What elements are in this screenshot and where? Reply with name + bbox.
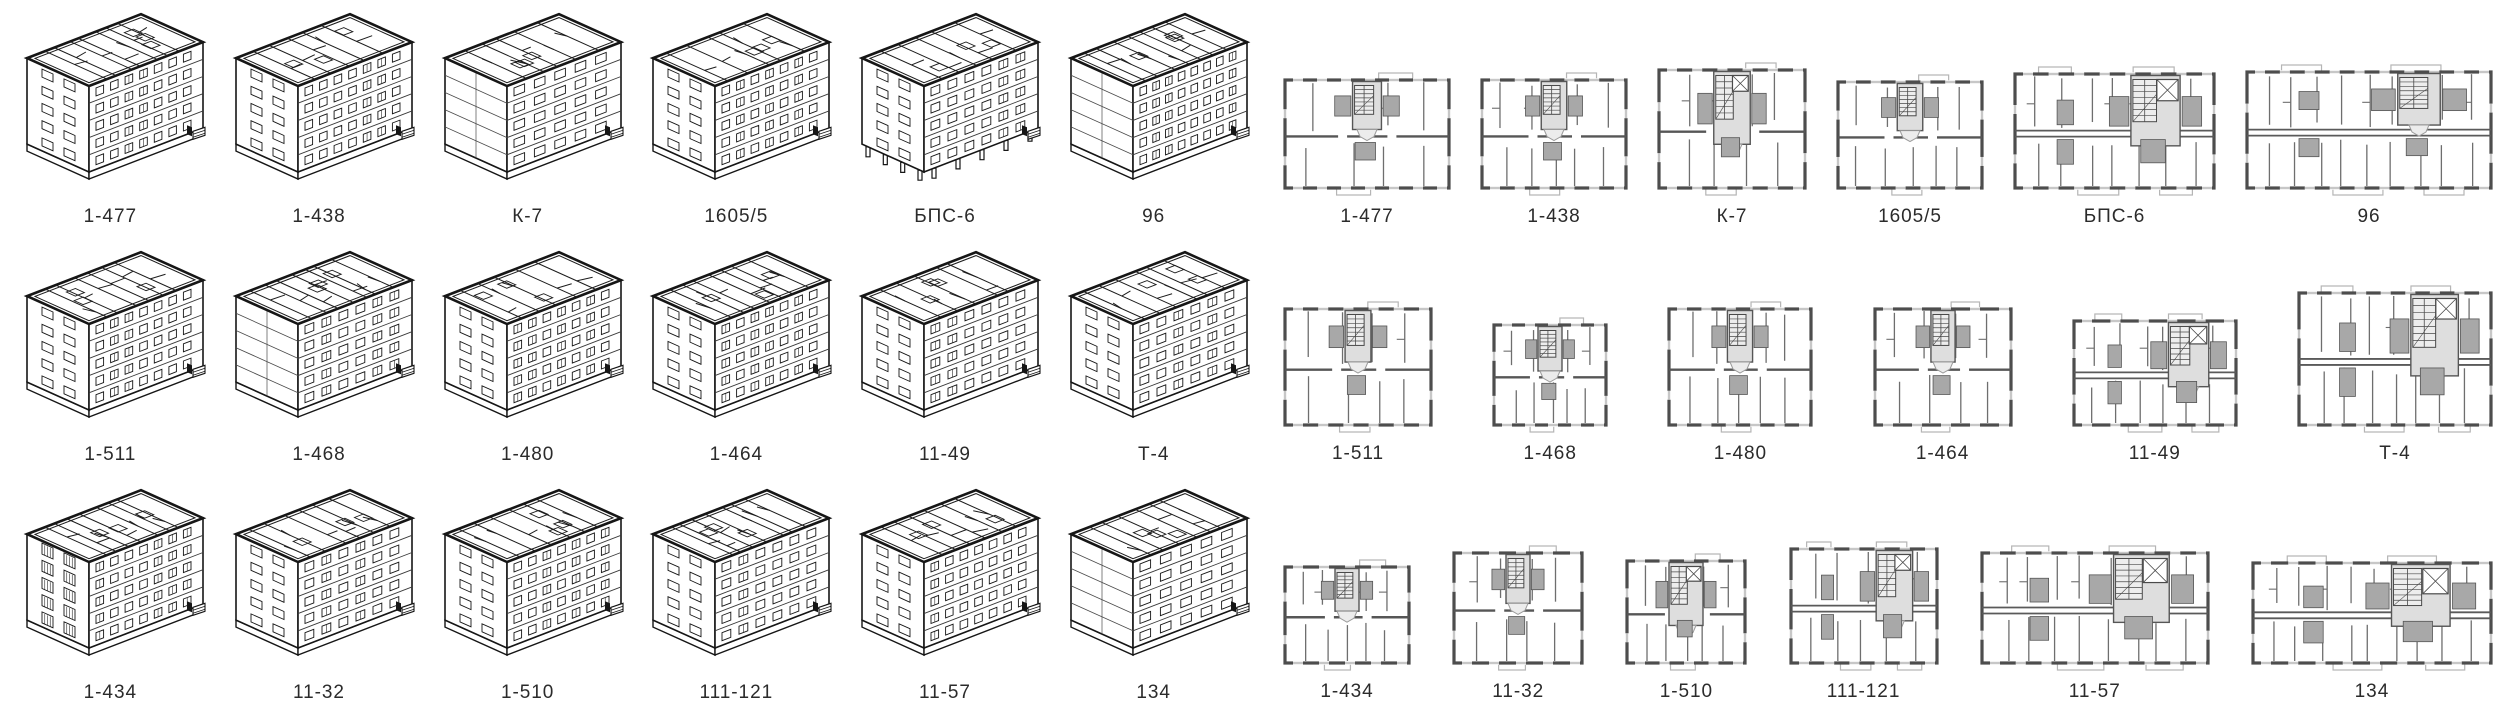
building-cutaway-drawing — [7, 0, 213, 196]
floor-plan-drawing — [1656, 62, 1808, 196]
building-cutaway-drawing — [7, 238, 213, 434]
floor-plans-row — [1282, 0, 2494, 238]
series-label: 11-57 — [2068, 681, 2121, 703]
series-label: 1-480 — [1713, 443, 1768, 465]
axonometric-item — [215, 0, 424, 238]
series-label: 11-49 — [919, 444, 971, 465]
floor-plan-drawing — [1624, 553, 1748, 671]
axonometric-item — [1049, 476, 1258, 714]
floor-plan-drawing — [1835, 74, 1985, 196]
axonometric-item — [632, 0, 841, 238]
series-label: 1-468 — [292, 444, 346, 465]
series-label: 1605/5 — [1878, 205, 1942, 227]
series-label: 134 — [2354, 681, 2390, 703]
floor-plans-row — [1282, 238, 2494, 476]
series-label: 1-434 — [83, 682, 137, 703]
series-label: 1-464 — [1915, 443, 1970, 465]
floor-plans-row — [1282, 475, 2494, 713]
series-label: 11-57 — [919, 682, 971, 703]
series-label: 11-49 — [2128, 443, 2181, 465]
floor-plan-item — [1282, 238, 1434, 476]
floor-plan-drawing — [1282, 72, 1452, 196]
floor-plan-item — [1282, 0, 1452, 238]
series-label: Т-4 — [1137, 444, 1170, 465]
building-cutaway-drawing — [1051, 476, 1257, 672]
series-label: К-7 — [512, 206, 544, 227]
series-label: 1-464 — [709, 444, 763, 465]
axonometric-panel — [6, 0, 1258, 713]
building-cutaway-drawing — [633, 238, 839, 434]
axonometric-item — [6, 0, 215, 238]
building-cutaway-drawing — [216, 0, 422, 196]
floor-plan-item — [2244, 0, 2494, 238]
axonometric-item — [841, 238, 1050, 476]
series-label: 111-121 — [699, 682, 774, 703]
floor-plan-item — [2012, 0, 2217, 238]
floor-plan-item — [2071, 238, 2239, 476]
series-label: 134 — [1136, 682, 1171, 703]
series-label: 1-510 — [1659, 681, 1714, 703]
building-cutaway-drawing — [216, 238, 422, 434]
series-label: К-7 — [1716, 205, 1748, 227]
series-label: 1-477 — [83, 206, 137, 227]
floor-plan-item — [1666, 238, 1814, 476]
axonometric-item — [632, 476, 841, 714]
building-cutaway-drawing — [842, 0, 1048, 196]
floor-plan-drawing — [2071, 313, 2239, 433]
series-label: 1-468 — [1523, 443, 1577, 465]
floor-plan-item — [2250, 475, 2494, 713]
series-label: 1-511 — [1332, 443, 1384, 465]
building-cutaway-drawing — [633, 0, 839, 196]
axonometric-item — [6, 238, 215, 476]
building-cutaway-drawing — [425, 0, 631, 196]
series-label: Т-4 — [2379, 443, 2411, 465]
series-label: 96 — [2357, 205, 2381, 227]
floor-plan-drawing — [1872, 301, 2014, 433]
axonometric-item — [423, 238, 632, 476]
series-label: 1-434 — [1320, 681, 1374, 703]
axonometric-item — [841, 476, 1050, 714]
building-cutaway-drawing — [1051, 238, 1257, 434]
floor-plan-drawing — [2012, 66, 2217, 196]
series-label: 1605/5 — [704, 206, 769, 227]
series-label: 1-480 — [500, 444, 555, 465]
series-label: 1-510 — [500, 682, 555, 703]
floor-plan-item — [1979, 475, 2211, 713]
series-label: 96 — [1142, 206, 1166, 227]
building-cutaway-drawing — [7, 476, 213, 672]
floor-plan-item — [1872, 238, 2014, 476]
axonometric-item — [1049, 238, 1258, 476]
building-cutaway-drawing — [842, 238, 1048, 434]
floor-plan-drawing — [1491, 317, 1609, 433]
floor-plan-drawing — [1282, 559, 1412, 671]
floor-plan-drawing — [1666, 301, 1814, 433]
floor-plan-drawing — [2296, 285, 2494, 433]
floor-plan-item — [1451, 475, 1585, 713]
series-label: 1-477 — [1340, 205, 1394, 227]
series-label: 111-121 — [1826, 681, 1901, 703]
series-label: 1-438 — [292, 206, 346, 227]
axonometric-item — [841, 0, 1050, 238]
axonometric-item — [6, 476, 215, 714]
floor-plan-drawing — [1788, 541, 1940, 671]
series-label: 11-32 — [293, 682, 345, 703]
floor-plan-drawing — [2250, 555, 2494, 671]
axonometric-item — [215, 238, 424, 476]
building-cutaway-drawing — [216, 476, 422, 672]
floor-plan-drawing — [1979, 545, 2211, 671]
floor-plan-item — [1491, 238, 1609, 476]
series-label: БПС-6 — [2083, 205, 2146, 227]
floor-plan-drawing — [1451, 545, 1585, 671]
floor-plan-drawing — [1282, 301, 1434, 433]
axonometric-item — [423, 476, 632, 714]
building-cutaway-drawing — [425, 476, 631, 672]
axonometric-item — [423, 0, 632, 238]
series-label: 11-32 — [1492, 681, 1545, 703]
floor-plan-item — [1788, 475, 1940, 713]
building-cutaway-drawing — [425, 238, 631, 434]
series-label: БПС-6 — [914, 206, 976, 227]
axonometric-item — [215, 476, 424, 714]
axonometric-item — [632, 238, 841, 476]
floor-plan-drawing — [1479, 72, 1629, 196]
series-label: 1-511 — [84, 444, 137, 465]
building-cutaway-drawing — [1051, 0, 1257, 196]
floor-plan-item — [1282, 475, 1412, 713]
floor-plans-panel — [1282, 0, 2494, 713]
axonometric-item — [1049, 0, 1258, 238]
floor-plan-item — [1835, 0, 1985, 238]
building-cutaway-drawing — [842, 476, 1048, 672]
floor-plan-item — [2296, 238, 2494, 476]
floor-plan-item — [1479, 0, 1629, 238]
floor-plan-item — [1624, 475, 1748, 713]
series-label: 1-438 — [1527, 205, 1581, 227]
building-cutaway-drawing — [633, 476, 839, 672]
floor-plan-item — [1656, 0, 1808, 238]
floor-plan-drawing — [2244, 64, 2494, 196]
